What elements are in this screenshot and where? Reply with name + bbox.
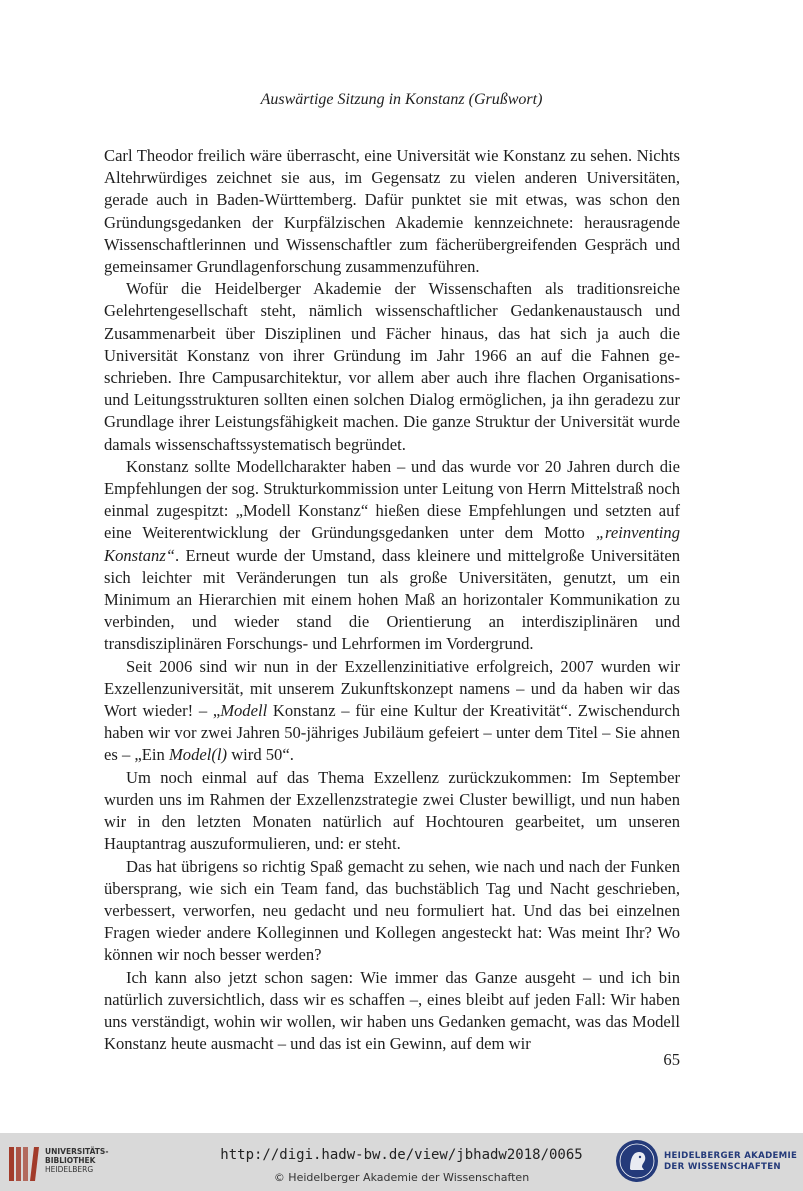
permalink-url[interactable]: http://digi.hadw-bw.de/view/jbhadw2018/0065	[220, 1147, 583, 1163]
text-run: Das hat übrigens so richtig Spaß gemacht zu sehen, wie nach und nach der Funken übersprang, wie sich ein Team fand, das buchstäblich Tag und Nacht geschrieben, verbessert, verworfen, neu gedacht und neu formuliert hat. Und das bei einzelnen Fragen wieder andere Kolleginnen und Kollegen angesteckt hat: Was meint Ihr? Wo können wir noch besser werden?	[104, 856, 680, 965]
paragraph	[104, 456, 680, 656]
library-name-line-1: UNIVERSITÄTS-	[45, 1147, 109, 1156]
text-run: Ich kann also jetzt schon sagen: Wie immer das Ganze ausgeht – und ich bin natürlich zuversichtlich, dass wir es schaffen –, eines bleibt auf jeden Fall: Wir haben uns verständigt, wohin wir wollen, wir haben uns Gedanken gemacht, was das Modell Konstanz heute ausmacht – und das ist ein Gewinn, auf dem wir	[104, 967, 680, 1054]
library-name-line-3: HEIDELBERG	[45, 1165, 94, 1174]
body-text	[104, 145, 680, 1055]
page-number: 65	[663, 1050, 680, 1069]
text-run: Wofür die Heidelberger Akademie der Wissenschaften als traditionsreiche Gelehrtengesellschaft steht, nämlich wissenschaftlicher Gedankenaustausch und Zusammenarbeit über Disziplinen und Fächer hinaus, das hat sich ja auch die Universität Konstanz von ihrer Gründung im Jahr 1966 an auf die Fahnen geschrieben. Ihre Campusarchitektur, vor allem aber auch ihre flachen Organisations- und Leitungsstrukturen sollten einen solchen Dialog ermöglichen, ja ihn geradezu zur Grundlage ihrer Leistungsfähigkeit machen. Die ganze Struktur der Universität wurde damals wissenschaftssystematisch begründet.	[104, 279, 680, 454]
academy-logo[interactable]	[613, 1139, 803, 1185]
paragraph	[104, 278, 680, 456]
text-run: Um noch einmal auf das Thema Exzellenz zurückzukommen: Im September wurden uns im Rahmen der Exzellenzstrategie zwei Cluster bewilligt, und nun haben wir in den letzten Monaten natürlich auf Hochtouren gearbeitet, um unseren Hauptantrag auszuformulieren, und: er steht.	[104, 767, 680, 854]
text-run: wird 50“.	[227, 745, 294, 765]
emphasis-text: „reinventing Konstanz“	[104, 523, 680, 565]
text-run: Konstanz – für eine Kultur der Kreativität“. Zwischendurch haben wir vor zwei Jahren 50-jähriges Jubiläum gefeiert – unter dem Titel – Sie ahnen es – „Ein	[104, 701, 680, 765]
paragraph	[104, 967, 680, 1056]
text-run: Konstanz sollte Modellcharakter haben – und das wurde vor 20 Jahren durch die Empfehlungen der sog. Strukturkommission unter Leitung von Herrn Mittelstraß noch einmal zugespitzt: „Modell Konstanz“ hießen diese Empfehlungen und setzten auf eine Weiterentwicklung der Gründungsgedanken unter dem Motto	[104, 456, 680, 543]
digitization-footer	[0, 1133, 803, 1191]
emphasis-text: Modell	[220, 701, 268, 721]
text-run: . Erneut wurde der Umstand, dass kleinere und mittelgroße Universitäten sich leichter mit Veränderungen tun als große Universitäten, genutzt, um ein Minimum an Hierarchien mit einem hohen Maß an horizontaler Kommunikation zu verbinden, und wieder stand die Orientierung an interdisziplinären und transdisziplinären Forschungs- und Lehrformen im Vordergrund.	[104, 545, 680, 654]
copyright-notice: © Heidelberger Akademie der Wissenschaften	[273, 1171, 530, 1184]
academy-name	[664, 1151, 797, 1172]
library-name-line-2: BIBLIOTHEK	[45, 1156, 96, 1165]
paragraph	[104, 856, 680, 967]
paragraph	[104, 145, 680, 278]
paragraph	[104, 656, 680, 767]
running-header: Auswärtige Sitzung in Konstanz (Grußwort)	[260, 91, 543, 108]
academy-name-line-2: DER WISSENSCHAFTEN	[664, 1161, 781, 1172]
text-run: Carl Theodor freilich wäre überrascht, eine Universität wie Konstanz zu sehen. Nichts Altehrwürdiges zeichnet sie aus, im Gegensatz zu vielen anderen Universitäten, gerade auch in Baden-Württemberg. Dafür punktet sie mit etwas, was schon den Gründungsgedanken der Kurpfälzischen Akademie kennzeichnete: herausragende Wissenschaftlerinnen und Wissenschaftler zum fächerübergreifenden Gespräch und gemeinsamer Grundlagenforschung zusammenzuführen.	[104, 146, 680, 277]
text-run: Seit 2006 sind wir nun in der Exzellenzinitiative erfolgreich, 2007 wurden wir Exzellenzuniversität, mit unserem Zukunftskonzept namens – und da haben wir das Wort wieder! – „	[104, 656, 680, 721]
paragraph	[104, 767, 680, 856]
academy-seal-icon	[615, 1139, 659, 1183]
emphasis-text: Model(l)	[168, 745, 228, 765]
academy-name-line-1: HEIDELBERGER AKADEMIE	[664, 1151, 798, 1161]
